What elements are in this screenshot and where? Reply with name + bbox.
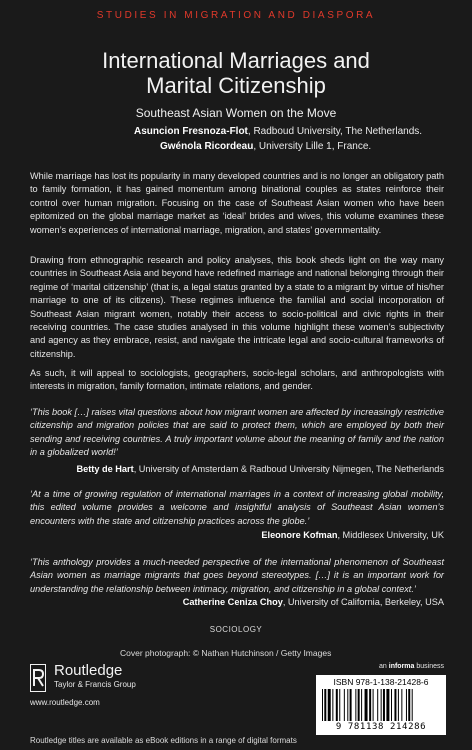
isbn-text: ISBN 978-1-138-21428-6 <box>333 677 429 687</box>
editor-name: Asuncion Fresnoza-Flot <box>134 126 248 137</box>
routledge-logo-icon <box>30 664 46 692</box>
book-title <box>0 48 472 98</box>
review-quote-2: ‘At a time of growing regulation of international marriages in a context of increasing global mobility, this edited volume provides a welcome and insightful analysis of Southeast Asian women’s encounters with the state and citizenship practices across the globe.’ <box>30 489 444 526</box>
description-paragraph-1: While marriage has lost its popularity in many developed countries and is no longer an obligatory path to family formation, it has gained momentum among binational couples as states reinforce their control over human migration. Focusing on the case of Southeast Asian women who have been epitomized on the global marriage market as ‘ideal’ brides and wives, this volume examines these women’s experiences of international marriage, migration, and states’ governmentality. <box>30 171 444 235</box>
reviewer-affiliation: , University of California, Berkeley, USA <box>282 597 444 607</box>
book-subtitle: Southeast Asian Women on the Move <box>135 106 337 120</box>
barcode-number: 9 781138 214286 <box>335 722 427 732</box>
review-quote-1: ‘This book […] raises vital questions about how migrant women are affected by increasingly restrictive citizenship and migration policies that are said to protect them, which are employed by both their sending and receiving countries. A truly important volume about the meaning of family and the nation in a globalized world!’ <box>30 407 444 458</box>
editor-affiliation: , University Lille 1, France. <box>253 141 372 152</box>
title-line-1: International Marriages and <box>102 48 370 73</box>
review-quote-3: ‘This anthology provides a much-needed perspective of the international phenomenon of Southeast Asian women as marriage migrants that goes beyond stereotypes. […] it is an important work for understanding the relationship between intimacy, migration, and citizenship in a global context.’ <box>30 557 444 594</box>
editors <box>134 124 454 154</box>
cover-credit: Cover photograph: © Nathan Hutchinson / Getty Images <box>120 648 332 658</box>
reviewer-name: Eleonore Kofman <box>261 530 338 540</box>
ebook-availability-note: Routledge titles are available as eBook editions in a range of digital formats <box>30 736 297 745</box>
reviewer-name: Betty de Hart <box>76 464 134 474</box>
reviewer-affiliation: , University of Amsterdam & Radboud University Nijmegen, The Netherlands <box>133 464 444 474</box>
review-attribution-3 <box>183 597 444 607</box>
barcode-icon <box>322 689 440 721</box>
publisher-group: Taylor & Francis Group <box>54 680 136 689</box>
editor-affiliation: , Radboud University, The Netherlands. <box>247 126 423 137</box>
review-attribution-2 <box>261 530 444 540</box>
subject-category: SOCIOLOGY <box>209 625 263 634</box>
publisher-name: Routledge <box>54 662 123 679</box>
review-attribution-1 <box>77 464 445 474</box>
reviewer-affiliation: , Middlesex University, UK <box>337 530 444 540</box>
informa-business-label: an informa business <box>379 663 444 670</box>
editor-1 <box>134 124 454 139</box>
reviewer-name: Catherine Ceniza Choy <box>182 597 283 607</box>
editor-name: Gwénola Ricordeau <box>160 141 254 152</box>
description-paragraph-2: Drawing from ethnographic research and policy analyses, this book sheds light on the way many countries in Southeast Asia and beyond have redefined marriage and national belonging through their regime of ‘marital citizenship’ (that is, a legal status granted by a state to a migrant by virtue of his/her marriage to one of its citizens). These regimes influence the familial and social incorporation of Southeast Asian migrant women, notably their access to socio-political and civic rights in their receiving countries. The case studies analysed in this volume highlight these women’s subjectivity and agency as they embrace, resist, and navigate the intricate legal and socio-cultural frameworks of citizenship. <box>30 255 444 359</box>
series-name: STUDIES IN MIGRATION AND DIASPORA <box>96 10 376 21</box>
isbn-barcode-box <box>316 675 446 735</box>
publisher-url: www.routledge.com <box>30 698 100 707</box>
description-paragraph-3: As such, it will appeal to sociologists, geographers, socio-legal scholars, and anthropologists with interests in migration, family formation, intimate relations, and gender. <box>30 368 444 392</box>
publisher-logo <box>30 660 200 716</box>
title-line-2: Marital Citizenship <box>146 73 326 98</box>
editor-2 <box>134 139 454 154</box>
